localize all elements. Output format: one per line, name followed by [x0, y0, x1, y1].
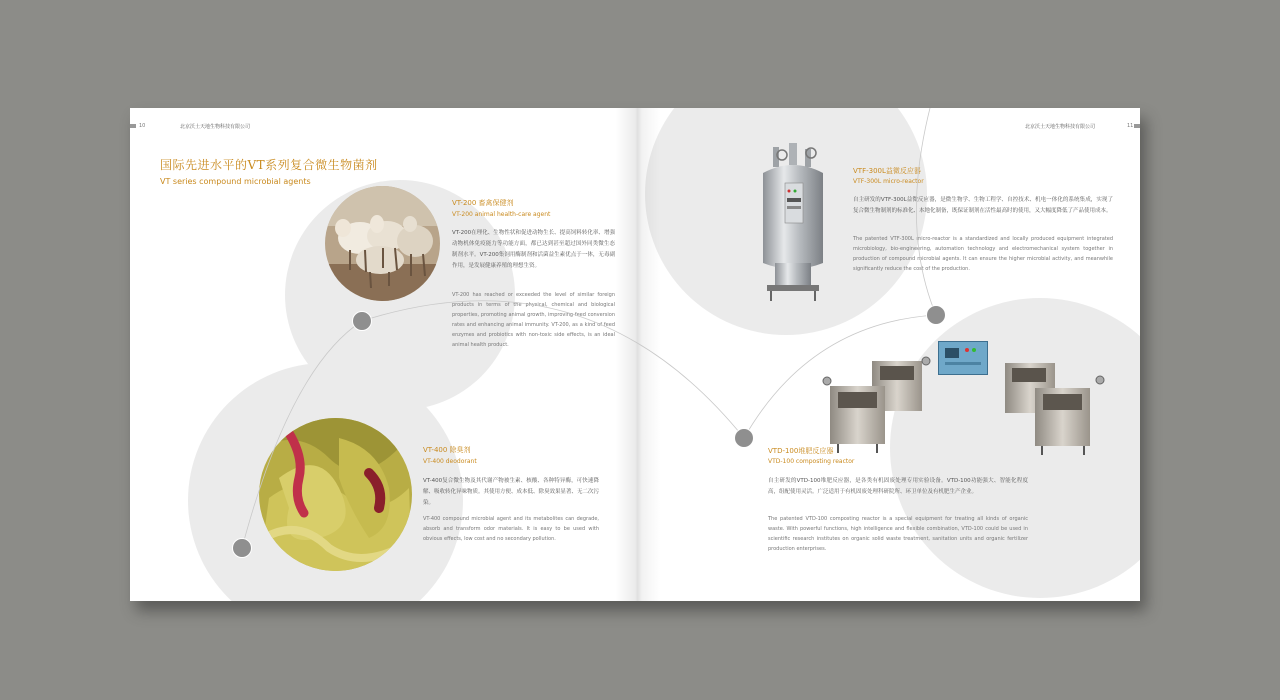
connector-dot	[352, 311, 372, 331]
company-name: 北京沃土天地生物科技有限公司	[1025, 124, 1096, 130]
vtf300l-description-en: The patented VTF-300L micro-reactor is a standardized and locally produced equipment integrated microbiology, bio-engineering, automation technology and electromechanical system together in production of compound microbial agents. It can ensure the higher microbial activity, and meanwhile significantly reduce the cost of the production.	[853, 236, 1113, 272]
control-panel-image	[938, 341, 988, 375]
right-page	[635, 108, 1140, 601]
vtd100-subtitle: VTD-100 composting reactor	[768, 458, 855, 465]
vt400-description-en: VT-400 compound microbial agent and its metabolites can degrade, absorb and transform odor materials. It is easy to be used with obvious effects, low cost and no secondary pollution.	[423, 516, 599, 542]
vtf300l-description-cn: 自主研发的VTF-300L益微反应器，是微生物学、生物工程学、自控技术、机电一体化的系统集成，实现了复合微生物制剂的标准化、本地化制备，既保证制剂在活性最高时的使用，又大幅度降低了产品使用成本。	[853, 197, 1113, 214]
vt400-description-cn: VT-400复合微生物及其代谢产物被生素、核酸、各种特异酶，可快速降解、吸收转化异味物质。其使用方便、成本低、除臭效果显著、无二次污染。	[423, 478, 600, 506]
vtd100-description-en: The patented VTD-100 composting reactor is a special equipment for treating all kinds of organic waste. With powerful functions, high intelligence and flexible combination, VTD-100 could be used in scientific research institutes on organic solid waste treatment, sanitation units and organic fertilizer production enterprises.	[768, 516, 1028, 552]
section-subtitle: VT series compound microbial agents	[160, 177, 311, 186]
vt200-subtitle: VT-200 animal health-care agent	[452, 211, 551, 218]
vt200-title: VT-200 畜禽保健剂	[452, 199, 514, 207]
vt200-description-cn: VT-200在理化、生物性状和促进动物生长、提高饲料转化率、增强动物机体免疫能力等功能方面，都已达到甚至超过国外同类微生态制剂水平。VT-200集饲用酶制剂和活菌益生素优点于一体，无毒副作用，是发展健康养殖的理想生资。	[452, 230, 615, 269]
composting-reactor-image	[1000, 358, 1110, 458]
connector-dot	[232, 538, 252, 558]
left-page	[130, 108, 635, 601]
vt400-title: VT-400 除臭剂	[423, 446, 471, 454]
page-number: 10	[139, 123, 146, 129]
vt200-description-en: VT-200 has reached or exceeded the level of similar foreign products in terms of the physical, chemical and biological properties, promoting animal growth, improving feed conversion rates and enhancing animal immunity. VT-200, as a kind of feed enzymes and probiotics with non-toxic side effects, is an ideal animal health product.	[452, 292, 615, 348]
company-name: 北京沃土天地生物科技有限公司	[180, 124, 251, 130]
connector-dot	[734, 428, 754, 448]
connector-dot	[926, 305, 946, 325]
vt400-subtitle: VT-400 deodorant	[423, 458, 477, 465]
page-marker	[1134, 124, 1140, 128]
micro-reactor-image	[753, 143, 833, 303]
page-number: 11	[1127, 123, 1134, 129]
sheep-photo	[325, 186, 440, 301]
vtf300l-title: VTF-300L益微反应器	[853, 167, 921, 175]
microbe-photo	[259, 418, 412, 571]
brochure-spread	[130, 108, 1140, 601]
composting-reactor-image	[822, 356, 932, 456]
vtf300l-subtitle: VTF-300L micro-reactor	[853, 178, 924, 185]
section-title: 国际先进水平的VT系列复合微生物菌剂	[160, 158, 378, 172]
vtd100-title: VTD-100堆肥反应器	[768, 447, 834, 455]
vtd100-description-cn: 自主研发的VTD-100堆肥反应器，是各类有机固废处理专用实验设备。VTD-100功能强大、智能化程度高，组配使用灵活。广泛适用于有机固废处理科研院所、环卫单位及有机肥生产企业。	[768, 478, 1028, 495]
page-marker	[130, 124, 136, 128]
